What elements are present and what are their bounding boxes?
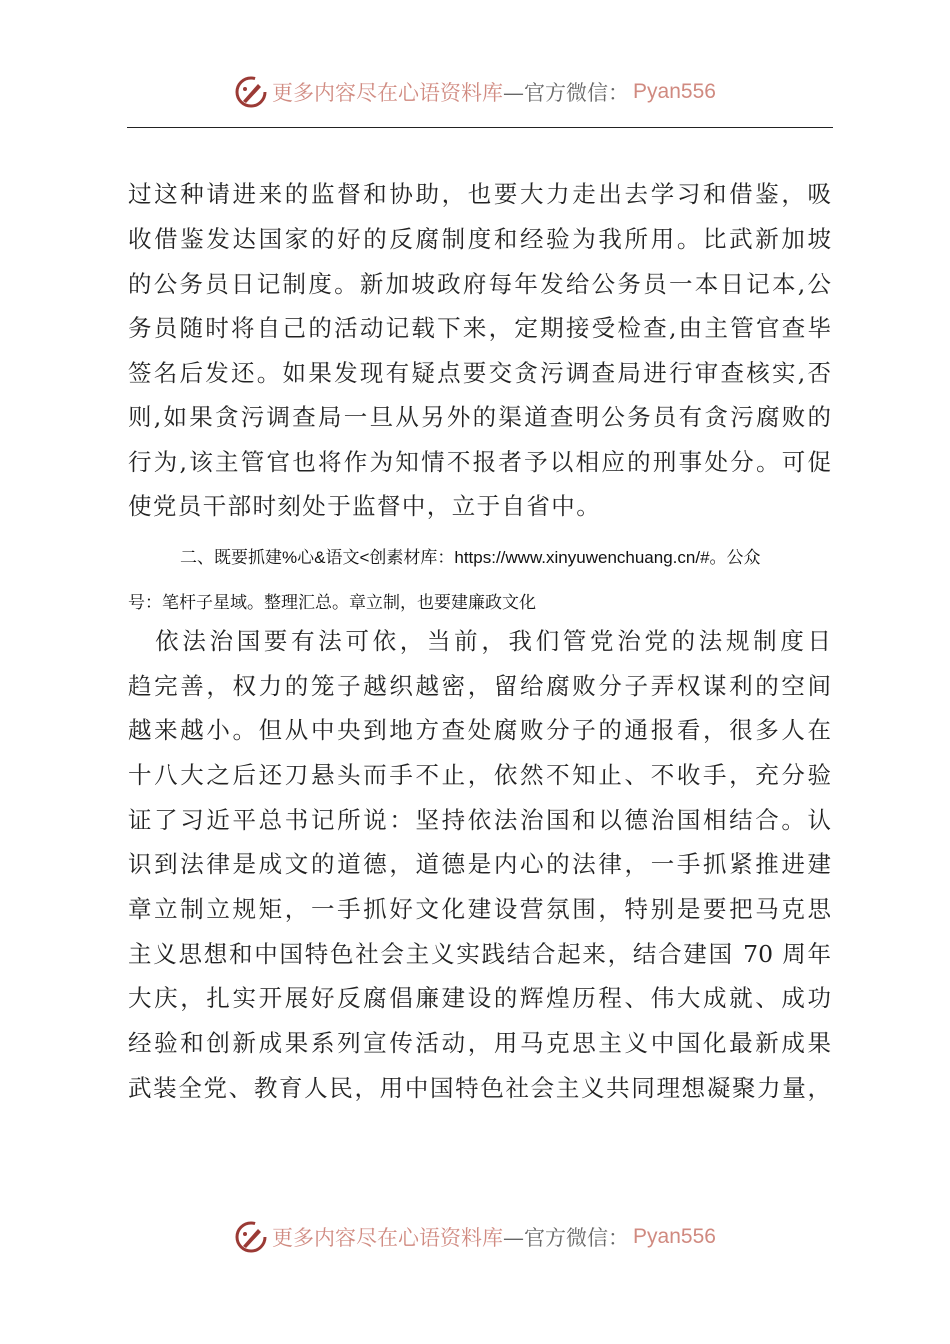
text-line: 越来越小。但从中央到地方查处腐败分子的通报看，很多人在 [128,716,831,744]
text-line: 十八大之后还刀悬头而手不止，依然不知止、不收手，充分验 [128,761,831,789]
header-rule [127,127,833,128]
text-line: 签名后发还。如果发现有疑点要交贪污调查局进行审查核实,否 [128,359,831,387]
text-line: 行为,该主管官也将作为知情不报者予以相应的刑事处分。可促 [128,448,831,476]
text-line: 的公务员日记制度。新加坡政府每年发给公务员一本日记本,公 [128,270,831,298]
banner-label: —官方微信： [503,81,630,105]
banner-account: Pyan556 [633,1225,716,1248]
heading-line: 号：笔杆子星域。整理汇总。章立制，也要建廉政文化 [128,593,536,612]
text-line: 过这种请进来的监督和协助，也要大力走出去学习和借鉴，吸 [128,180,831,208]
banner-text: 更多内容尽在心语资料库 [272,81,504,105]
pen-logo-icon [234,75,268,109]
text-line: 主义思想和中国特色社会主义实践结合起来，结合建国 70 周年 [128,940,831,968]
text-line: 则,如果贪污调查局一旦从另外的渠道查明公务员有贪污腐败的 [128,403,831,431]
banner-label: —官方微信： [503,1226,630,1250]
text-line: 武装全党、教育人民，用中国特色社会主义共同理想凝聚力量， [128,1074,831,1102]
banner-text: 更多内容尽在心语资料库 [272,1226,504,1250]
text-line: 依法治国要有法可依，当前，我们管党治党的法规制度日 [128,627,831,655]
text-line: 章立制立规矩，一手抓好文化建设营氛围，特别是要把马克思 [128,895,831,923]
text-line: 识到法律是成文的道德，道德是内心的法律，一手抓紧推进建 [128,850,831,878]
text-line: 大庆，扎实开展好反腐倡廉建设的辉煌历程、伟大成就、成功 [128,984,831,1012]
text-line: 收借鉴发达国家的好的反腐制度和经验为我所用。比武新加坡 [128,225,831,253]
banner-account: Pyan556 [633,80,716,103]
footer-banner [0,1217,950,1257]
heading-line: 二、既要抓建%心&语文<创素材库：https://www.xinyuwenchuang.cn/#。公众 [180,548,761,567]
text-line: 务员随时将自己的活动记载下来，定期接受检查,由主管官查毕 [128,314,831,342]
text-line: 经验和创新成果系列宣传活动，用马克思主义中国化最新成果 [128,1029,831,1057]
pen-logo-icon [234,1220,268,1254]
text-line: 趋完善，权力的笼子越织越密，留给腐败分子弄权谋利的空间 [128,672,831,700]
header-banner [0,72,950,112]
text-line: 使党员干部时刻处于监督中，立于自省中。 [128,492,602,520]
text-line: 证了习近平总书记所说：坚持依法治国和以德治国相结合。认 [128,806,831,834]
